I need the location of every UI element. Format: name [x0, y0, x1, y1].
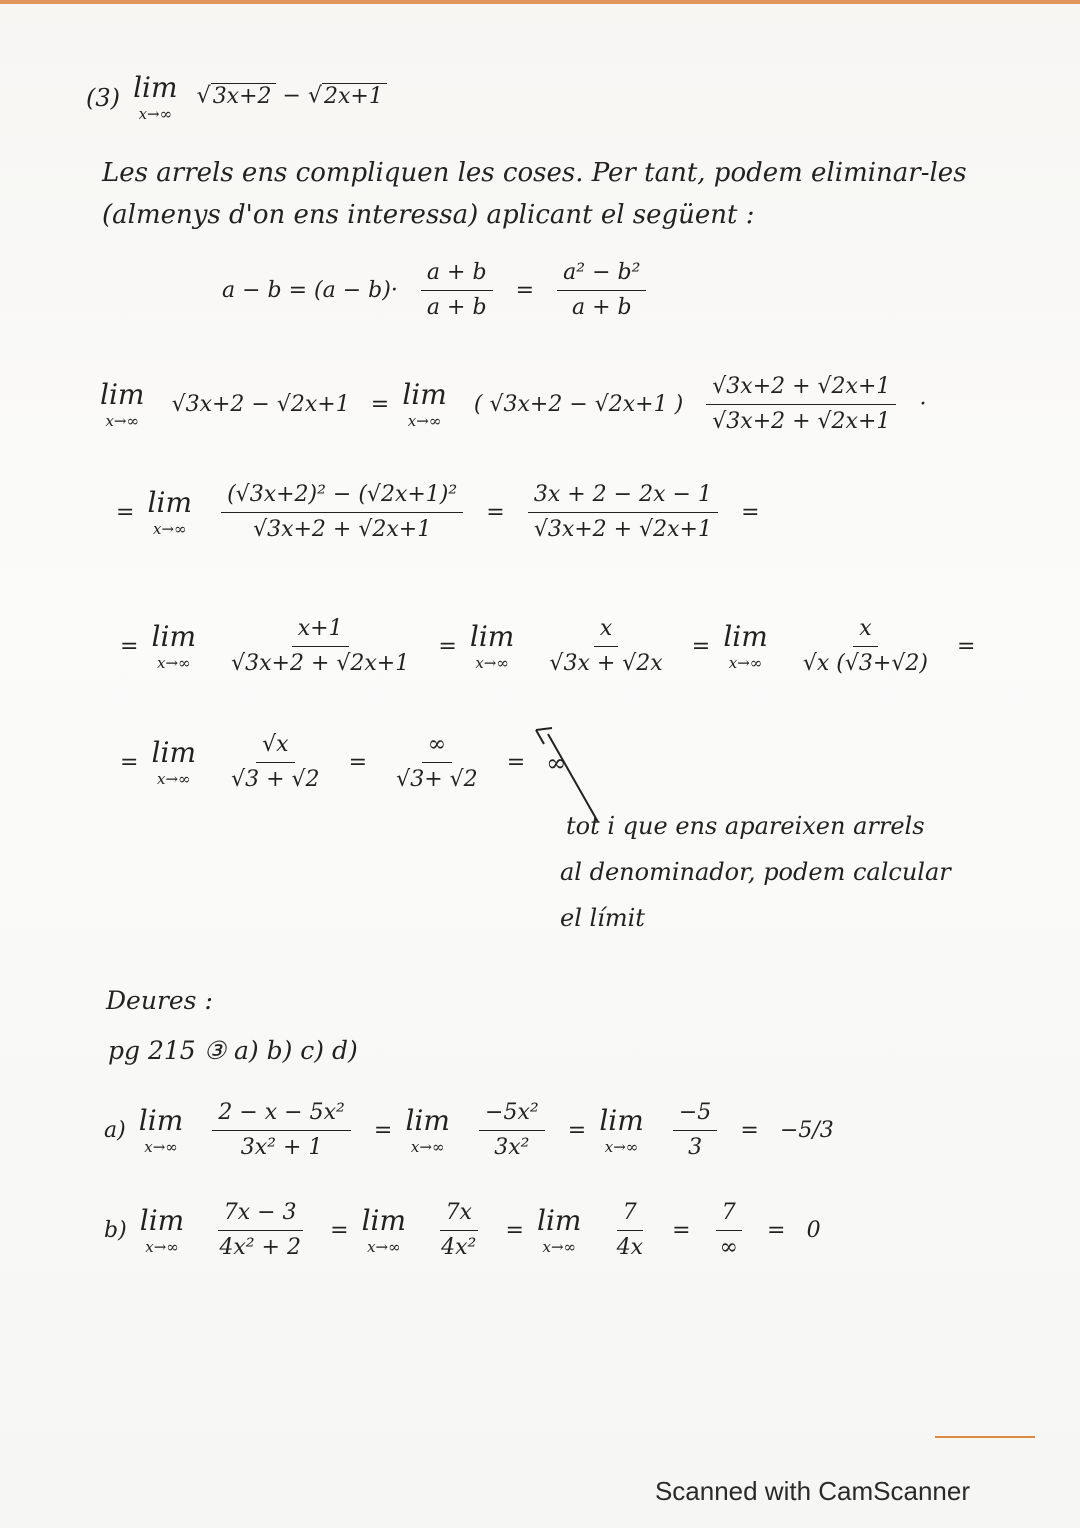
step-3-fraction-3: $\frac{x}{√x (√3+√2)}$: [797, 612, 934, 681]
step-4-fraction-1: $\frac{√x}{√3 + √2}$: [225, 728, 325, 797]
step-4-result: ∞: [546, 748, 567, 777]
step-3: = lim x→∞ $\frac{x+1}{√3x+2 + √2x+1}$ = lim x→∞ $\frac{x}{√3x + √2x}$ = lim x→∞ $\frac{x}{√x (√3+√2)}$ =: [112, 612, 983, 681]
part-a-label: a): [104, 1118, 126, 1143]
step-2-fraction-2: $\frac{3x + 2 - 2x - 1}{√3x+2 + √2x+1}$: [528, 478, 718, 547]
step-4-fraction-2: $\frac{\infty}{√3+ √2}$: [390, 728, 483, 797]
conjugate-fraction: $\frac{√3x+2 + √2x+1}{√3x+2 + √2x+1}$: [706, 370, 896, 439]
step-1: lim x→∞ √3x+2 − √2x+1 = lim x→∞ ( √3x+2 − √2x+1 ) $\frac{√3x+2 + √2x+1}{√3x+2 + √2x+1}$ ·: [100, 370, 935, 439]
problem-header: [78, 71, 387, 123]
step-2: = lim x→∞ $\frac{\text{(√3x+2)² − (√2x+1)²}}{√3x+2 + √2x+1}$ = $\frac{3x + 2 - 2x - 1}{√3x+2 + √2x+1}$ =: [108, 478, 768, 547]
part-b-result: 0: [806, 1218, 821, 1243]
step-4: = lim x→∞ $\frac{√x}{√3 + √2}$ = $\frac{\infty}{√3+ √2}$ = ∞: [112, 728, 574, 797]
note-line-1: tot i que ens apareixen arrels: [566, 812, 925, 840]
problem-label: (3): [86, 84, 120, 112]
identity-fraction-1: $\frac{a + b}{a + b}$: [421, 256, 493, 325]
problem-expression: √3x+2 − √2x+1: [197, 83, 387, 109]
limit-operator: lim x→∞: [133, 71, 178, 123]
part-a-result: −5/3: [779, 1118, 834, 1143]
intro-line-2: (almenys d'on ens interessa) aplicant el següent :: [102, 200, 755, 230]
note-line-2: al denominador, podem calcular: [560, 858, 951, 886]
top-edge-line: [0, 0, 1080, 4]
bottom-edge-line: [935, 1436, 1035, 1438]
intro-line-1: Les arrels ens compliquen les coses. Per tant, podem eliminar-les: [102, 158, 967, 188]
homework-reference: pg 215 ③ a) b) c) d): [108, 1036, 358, 1065]
note-line-3: el límit: [560, 904, 645, 932]
step-3-fraction-2: $\frac{x}{√3x + √2x}$: [543, 612, 668, 681]
scanner-watermark: Scanned with CamScanner: [654, 1476, 970, 1506]
identity-fraction-2: $\frac{\text{a² − b²}}{a + b}$: [557, 256, 646, 325]
identity-formula: a − b = (a − b)· $\frac{a + b}{a + b}$ = $\frac{\text{a² − b²}}{a + b}$: [214, 256, 656, 325]
homework-title: Deures :: [106, 986, 213, 1015]
part-a: a) lim x→∞ $\frac{\text{2 − x − 5x²}}{\text{3x² + 1}}$ = lim x→∞ $\frac{\text{−5x²}}{\text{3x²}}$ = lim x→∞ $\frac{-5}{3}$ = −5/3: [96, 1096, 842, 1165]
step-2-fraction-1: $\frac{\text{(√3x+2)² − (√2x+1)²}}{√3x+2 + √2x+1}$: [221, 478, 463, 547]
step-3-fraction-1: $\frac{x+1}{√3x+2 + √2x+1}$: [225, 612, 415, 681]
part-b: b) lim x→∞ $\frac{7x - 3}{\text{4x² + 2}}$ = lim x→∞ $\frac{7x}{\text{4x²}}$ = lim x→∞ $\frac{7}{4x}$ = $\frac{7}{\infty}$ = 0: [96, 1196, 829, 1265]
part-b-label: b): [104, 1218, 127, 1243]
